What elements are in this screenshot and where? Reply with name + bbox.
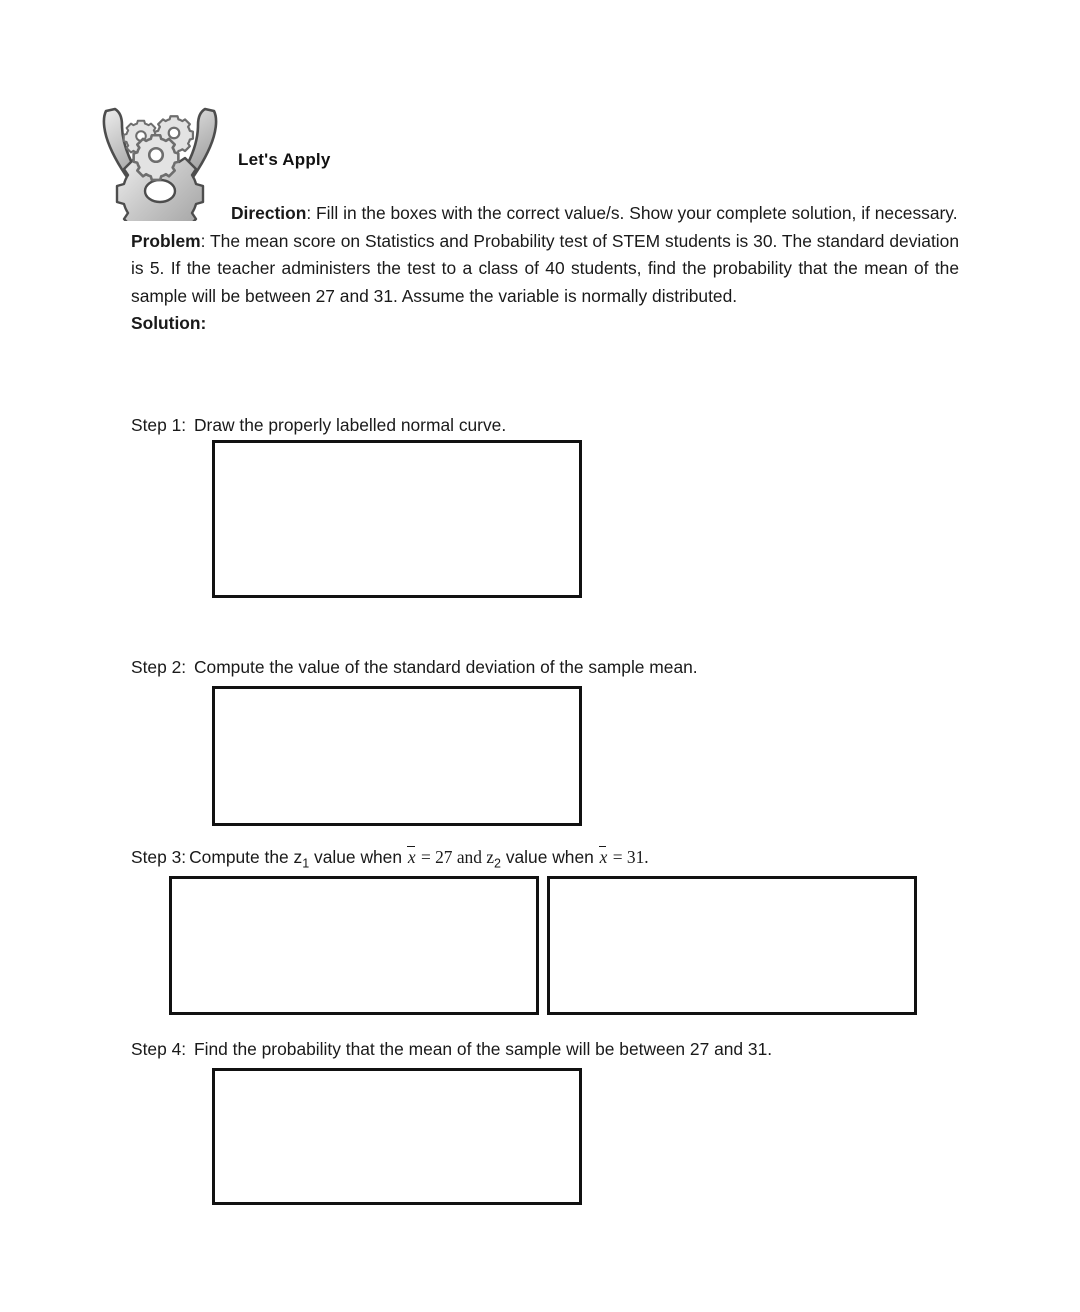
step-2-text: Compute the value of the standard deviation of the sample mean. [193, 657, 698, 677]
step-3-label: Step 3: [131, 847, 187, 867]
direction-separator: : [306, 203, 317, 223]
solution-label: Solution: [131, 313, 207, 333]
instructions-block [131, 200, 959, 338]
step-2-answer-box[interactable] [212, 686, 582, 826]
direction-label: Direction [231, 203, 307, 223]
step-3-text-part-3: = 27 and z [416, 847, 495, 867]
step-1-text: Draw the properly labelled normal curve. [193, 415, 507, 435]
z2-subscript: 2 [494, 856, 501, 871]
step-2-label: Step 2: [131, 657, 187, 677]
step-3-text-part-1: Compute the z [189, 847, 303, 867]
step-4-answer-box[interactable] [212, 1068, 582, 1205]
direction-paragraph [131, 200, 959, 228]
direction-text: Fill in the boxes with the correct value/s. Show your complete solution, if necessary. [316, 203, 958, 223]
x-bar-variable-2: x [599, 847, 608, 867]
problem-separator: : [200, 230, 211, 251]
step-3-answer-box-z2[interactable] [547, 876, 917, 1015]
step-3-answer-box-z1[interactable] [169, 876, 539, 1015]
step-1-line [131, 413, 506, 437]
problem-paragraph [131, 228, 959, 311]
step-4-text: Find the probability that the mean of the sample will be between 27 and 31. [193, 1039, 773, 1059]
page-title: Let's Apply [238, 150, 331, 169]
step-3-text-part-5: = 31. [608, 847, 649, 867]
solution-paragraph [131, 310, 959, 338]
step-1-answer-box[interactable] [212, 440, 582, 598]
step-2-line [131, 655, 698, 679]
step-3-text-part-2: value when [309, 847, 407, 867]
z1-subscript: 1 [302, 856, 310, 871]
problem-text: The mean score on Statistics and Probability test of STEM students is 30. The standard deviation is 5. If the teacher administers the test to a class of 40 students, find the probability that the mean of the sample will be between 27 and 31. Assume the variable is normally distributed. [131, 230, 959, 306]
step-4-label: Step 4: [131, 1039, 187, 1059]
problem-label: Problem [131, 230, 201, 251]
step-3-line [131, 845, 649, 875]
step-4-line [131, 1037, 772, 1061]
step-3-text-part-4: value when [500, 847, 599, 867]
x-bar-variable-1: x [407, 847, 416, 867]
header-block [0, 0, 1080, 230]
step-1-label: Step 1: [131, 415, 187, 435]
